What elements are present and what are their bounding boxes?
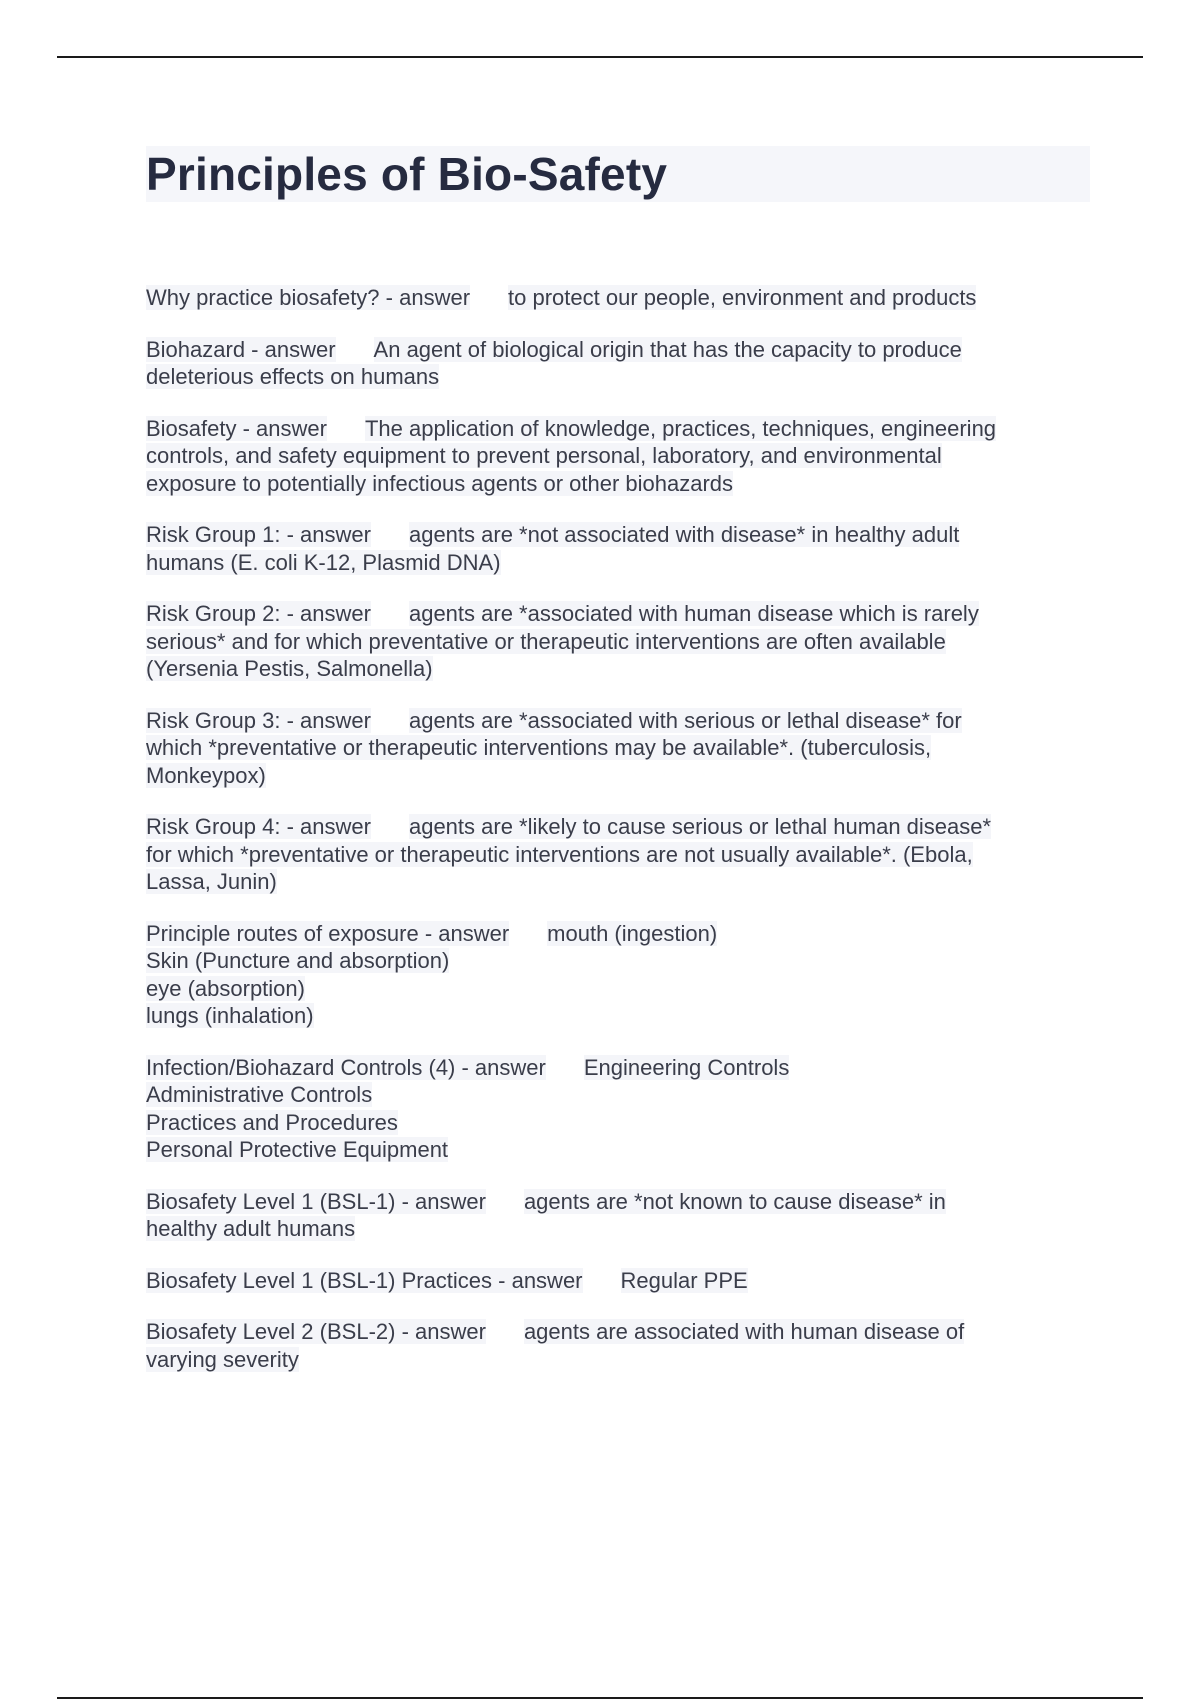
flashcard-entry bbox=[146, 813, 1106, 896]
flashcard-question: Risk Group 4: - answer bbox=[146, 814, 371, 839]
flashcard-entry bbox=[146, 920, 1106, 1030]
flashcard-question: Biosafety Level 2 (BSL-2) - answer bbox=[146, 1319, 486, 1344]
flashcard-answer: Monkeypox) bbox=[146, 762, 266, 788]
flashcard-line bbox=[146, 549, 1106, 577]
flashcard-line bbox=[146, 947, 1106, 975]
flashcard-answer: agents are *associated with serious or lethal disease* for bbox=[408, 707, 962, 733]
flashcard-answer: exposure to potentially infectious agents or other biohazards bbox=[146, 470, 734, 496]
flashcard-line bbox=[146, 415, 1106, 443]
flashcard-line bbox=[146, 1002, 1106, 1030]
flashcard-line bbox=[146, 1081, 1106, 1109]
flashcard-answer: The application of knowledge, practices, techniques, engineering bbox=[364, 415, 997, 441]
flashcard-entry bbox=[146, 600, 1106, 683]
flashcard-answer: which *preventative or therapeutic interventions may be available*. (tuberculosis, bbox=[146, 735, 932, 760]
flashcard-question: Infection/Biohazard Controls (4) - answer bbox=[146, 1054, 546, 1080]
flashcard-line bbox=[146, 813, 1106, 841]
flashcard-answer: varying severity bbox=[146, 1346, 299, 1372]
flashcard-line bbox=[146, 762, 1106, 790]
flashcard-answer: agents are *associated with human disease which is rarely bbox=[408, 601, 979, 626]
flashcard-entry bbox=[146, 1188, 1106, 1243]
flashcard-answer: lungs (inhalation) bbox=[146, 1003, 314, 1028]
flashcard-question: Risk Group 2: - answer bbox=[146, 601, 371, 626]
flashcard-line bbox=[146, 1109, 1106, 1137]
flashcard-answer: mouth (ingestion) bbox=[547, 920, 718, 946]
flashcard-answer: Engineering Controls bbox=[583, 1054, 790, 1080]
flashcard-answer: for which *preventative or therapeutic interventions are not usually available*. (Ebola, bbox=[146, 841, 973, 867]
flashcard-line bbox=[146, 1346, 1106, 1374]
flashcard-line bbox=[146, 1267, 1106, 1295]
top-rule bbox=[57, 56, 1143, 58]
flashcard-line bbox=[146, 1215, 1106, 1243]
flashcard-answer: Personal Protective Equipment bbox=[146, 1137, 449, 1162]
flashcard-line bbox=[146, 707, 1106, 735]
flashcard-answer: healthy adult humans bbox=[146, 1216, 356, 1241]
flashcard-answer: Regular PPE bbox=[620, 1267, 748, 1293]
flashcard-line bbox=[146, 600, 1106, 628]
flashcard-question: Principle routes of exposure - answer bbox=[146, 920, 510, 946]
flashcard-answer: An agent of biological origin that has the capacity to produce bbox=[373, 336, 962, 362]
flashcard-line bbox=[146, 975, 1106, 1003]
flashcard-line bbox=[146, 628, 1106, 656]
flashcard-answer: controls, and safety equipment to prevent personal, laboratory, and environmental bbox=[146, 443, 942, 468]
flashcard-answer: eye (absorption) bbox=[146, 975, 305, 1001]
flashcard-line bbox=[146, 442, 1106, 470]
flashcard-question: Why practice biosafety? - answer bbox=[146, 285, 471, 310]
flashcard-answer: agents are *not known to cause disease* in bbox=[523, 1188, 946, 1214]
flashcard-answer: Lassa, Junin) bbox=[146, 869, 277, 894]
flashcard-answer: Administrative Controls bbox=[146, 1082, 373, 1107]
flashcard-answer: deleterious effects on humans bbox=[146, 364, 440, 389]
flashcard-line bbox=[146, 521, 1106, 549]
flashcard-entry bbox=[146, 707, 1106, 790]
flashcard-answer: agents are *likely to cause serious or lethal human disease* bbox=[408, 814, 992, 839]
flashcard-entry bbox=[146, 521, 1106, 576]
flashcard-answer: Practices and Procedures bbox=[146, 1109, 398, 1135]
flashcard-line bbox=[146, 363, 1106, 391]
flashcard-entry bbox=[146, 1267, 1106, 1295]
flashcard-line bbox=[146, 841, 1106, 869]
flashcard-line bbox=[146, 1318, 1106, 1346]
flashcard-answer: agents are associated with human disease of bbox=[523, 1319, 965, 1344]
flashcard-entry bbox=[146, 284, 1106, 312]
flashcard-question: Biosafety Level 1 (BSL-1) Practices - answer bbox=[146, 1267, 583, 1293]
bottom-rule bbox=[57, 1697, 1143, 1699]
flashcard-list bbox=[146, 284, 1106, 1397]
flashcard-entry bbox=[146, 336, 1106, 391]
flashcard-answer: agents are *not associated with disease* in healthy adult bbox=[408, 522, 960, 547]
flashcard-entry bbox=[146, 1054, 1106, 1164]
flashcard-entry bbox=[146, 1318, 1106, 1373]
flashcard-entry bbox=[146, 415, 1106, 498]
page-title: Principles of Bio-Safety bbox=[146, 146, 1090, 202]
flashcard-answer: Skin (Puncture and absorption) bbox=[146, 948, 450, 973]
flashcard-question: Biosafety Level 1 (BSL-1) - answer bbox=[146, 1188, 486, 1214]
flashcard-line bbox=[146, 336, 1106, 364]
flashcard-answer: serious* and for which preventative or therapeutic interventions are often available bbox=[146, 628, 946, 654]
flashcard-line bbox=[146, 1136, 1106, 1164]
flashcard-question: Risk Group 3: - answer bbox=[146, 707, 371, 733]
flashcard-question: Biosafety - answer bbox=[146, 415, 327, 441]
flashcard-line bbox=[146, 284, 1106, 312]
flashcard-line bbox=[146, 470, 1106, 498]
flashcard-answer: (Yersenia Pestis, Salmonella) bbox=[146, 656, 433, 681]
flashcard-line bbox=[146, 1054, 1106, 1082]
flashcard-line bbox=[146, 1188, 1106, 1216]
flashcard-answer: to protect our people, environment and products bbox=[508, 285, 977, 310]
flashcard-line bbox=[146, 868, 1106, 896]
flashcard-answer: humans (E. coli K-12, Plasmid DNA) bbox=[146, 549, 501, 575]
flashcard-question: Biohazard - answer bbox=[146, 336, 336, 362]
flashcard-question: Risk Group 1: - answer bbox=[146, 522, 371, 547]
flashcard-line bbox=[146, 655, 1106, 683]
flashcard-line bbox=[146, 920, 1106, 948]
flashcard-line bbox=[146, 734, 1106, 762]
